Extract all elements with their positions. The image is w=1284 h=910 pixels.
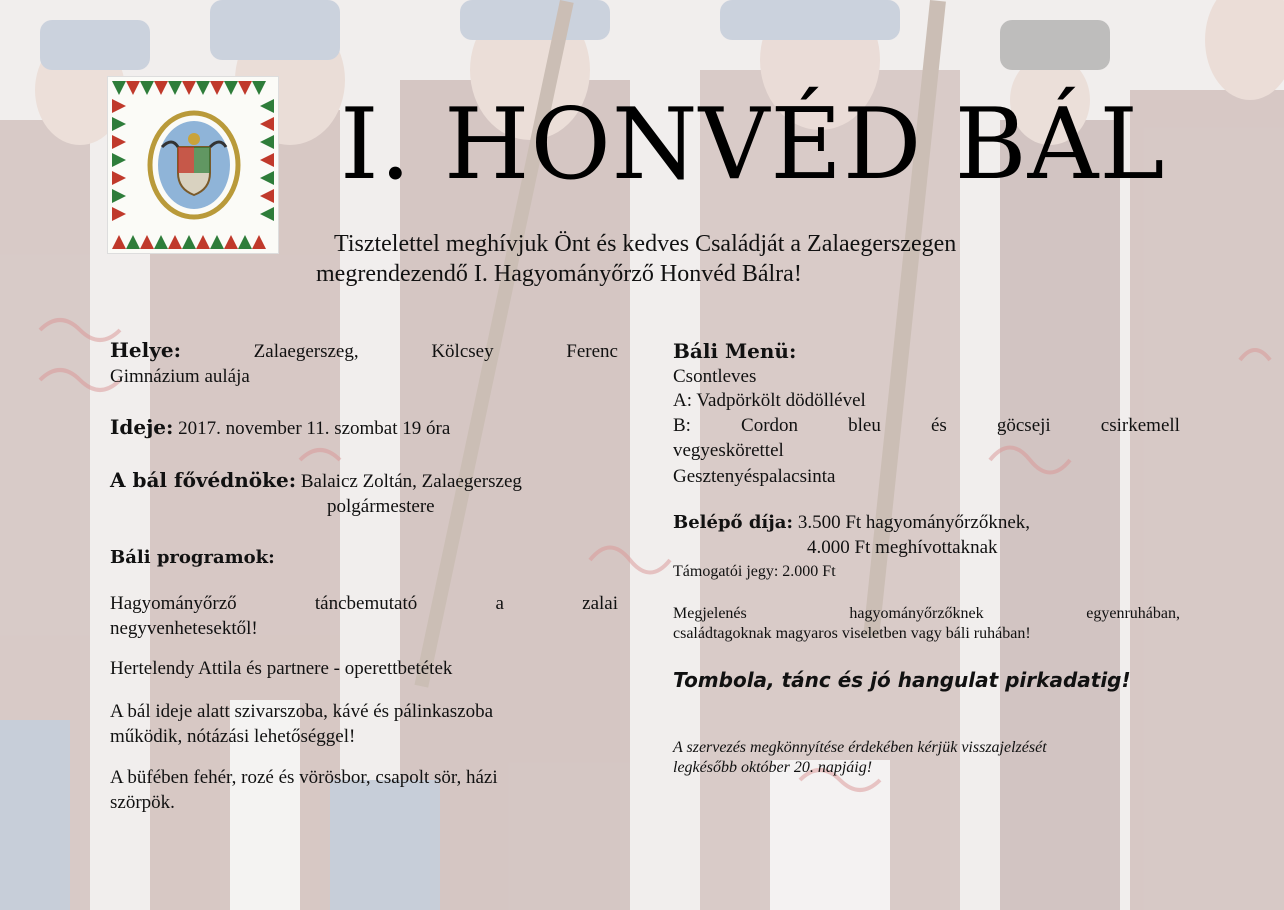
- menu-item-3-word-3: bleu: [848, 415, 881, 436]
- program-4: [110, 765, 618, 815]
- supporter-ticket: Támogatói jegy: 2.000 Ft: [673, 563, 836, 580]
- menu-item-3-word-4: és: [930, 415, 947, 436]
- program-1-word-2: táncbemutató: [314, 593, 418, 614]
- place-word-1: Zalaegerszeg,: [253, 341, 359, 362]
- fee-block: [673, 510, 1180, 560]
- program-1: [110, 591, 618, 641]
- menu-item-3-word-1: B:: [673, 415, 691, 436]
- time-block: [110, 415, 450, 441]
- program-1-word-1: Hagyományőrző: [110, 593, 237, 614]
- patron-label: A bál fővédnöke:: [110, 468, 297, 492]
- patron-line-2: polgármestere: [327, 496, 435, 517]
- dress-code: [673, 604, 1180, 644]
- program-3-line-2: működik, nótázási lehetőséggel!: [110, 726, 356, 747]
- menu-item-1: Csontleves: [673, 366, 757, 387]
- invitation-text: [316, 229, 1216, 289]
- menu-item-2: A: Vadpörkölt dödöllével: [673, 390, 866, 411]
- patron-block: [110, 468, 618, 519]
- time-label: Ideje:: [110, 415, 174, 439]
- program-1-word-3: a: [495, 593, 504, 614]
- page-title: I. HONVÉD BÁL: [340, 88, 1166, 202]
- rsvp-line-1: A szervezés megkönnyítése érdekében kérjük visszajelzését: [673, 739, 1047, 756]
- invitation-line-2: megrendezendő I. Hagyományőrző Honvéd Bálra!: [316, 261, 802, 287]
- menu-item-3-word-2: Cordon: [741, 415, 799, 436]
- menu-item-3-line-2: vegyeskörettel: [673, 440, 784, 461]
- program-1-word-4: zalai: [582, 593, 618, 614]
- menu-item-4: Gesztenyéspalacsinta: [673, 466, 836, 487]
- menu-item-3: [673, 413, 1180, 463]
- place-label: Helye:: [110, 338, 181, 362]
- invitation-line-1: Tisztelettel meghívjuk Önt és kedves Családját a Zalaegerszegen: [334, 231, 957, 257]
- flag-image: [107, 76, 279, 254]
- tombola-text: Tombola, tánc és jó hangulat pirkadatig!: [673, 668, 1131, 692]
- dress-line-2: családtagoknak magyaros viseletben vagy báli ruhában!: [673, 625, 1031, 642]
- program-3: [110, 699, 618, 749]
- rsvp-note: [673, 738, 1180, 778]
- fee-line-2: 4.000 Ft meghívottaknak: [807, 537, 998, 558]
- program-2: Hertelendy Attila és partnere - operettbetétek: [110, 658, 453, 679]
- place-word-3: Ferenc: [566, 341, 618, 362]
- menu-item-3-word-5: göcseji: [996, 415, 1051, 436]
- program-1-line-2: negyvenhetesektől!: [110, 618, 258, 639]
- place-line-2: Gimnázium aulája: [110, 366, 250, 387]
- fee-label: Belépő díja:: [673, 512, 794, 533]
- place-word-2: Kölcsey: [431, 341, 494, 362]
- dress-word-2: hagyományőrzőknek: [849, 605, 984, 622]
- place-block: [110, 338, 618, 389]
- programs-label: Báli programok:: [110, 547, 275, 568]
- program-4-line-1: A büfében fehér, rozé és vörösbor, csapolt sör, házi: [110, 767, 498, 788]
- fee-line-1: 3.500 Ft hagyományőrzőknek,: [797, 512, 1030, 533]
- program-3-line-1: A bál ideje alatt szivarszoba, kávé és pálinkaszoba: [110, 701, 494, 722]
- dress-word-1: Megjelenés: [673, 605, 747, 622]
- program-4-line-2: szörpök.: [110, 792, 175, 813]
- hungarian-flag-icon: [108, 77, 278, 253]
- dress-word-3: egyenruhában,: [1086, 605, 1180, 622]
- rsvp-line-2: legkésőbb október 20. napjáig!: [673, 759, 873, 776]
- menu-item-3-word-6: csirkemell: [1100, 415, 1180, 436]
- patron-line-1: Balaicz Zoltán, Zalaegerszeg: [300, 471, 522, 492]
- time-value: 2017. november 11. szombat 19 óra: [178, 418, 451, 439]
- menu-label: Báli Menü:: [673, 339, 797, 363]
